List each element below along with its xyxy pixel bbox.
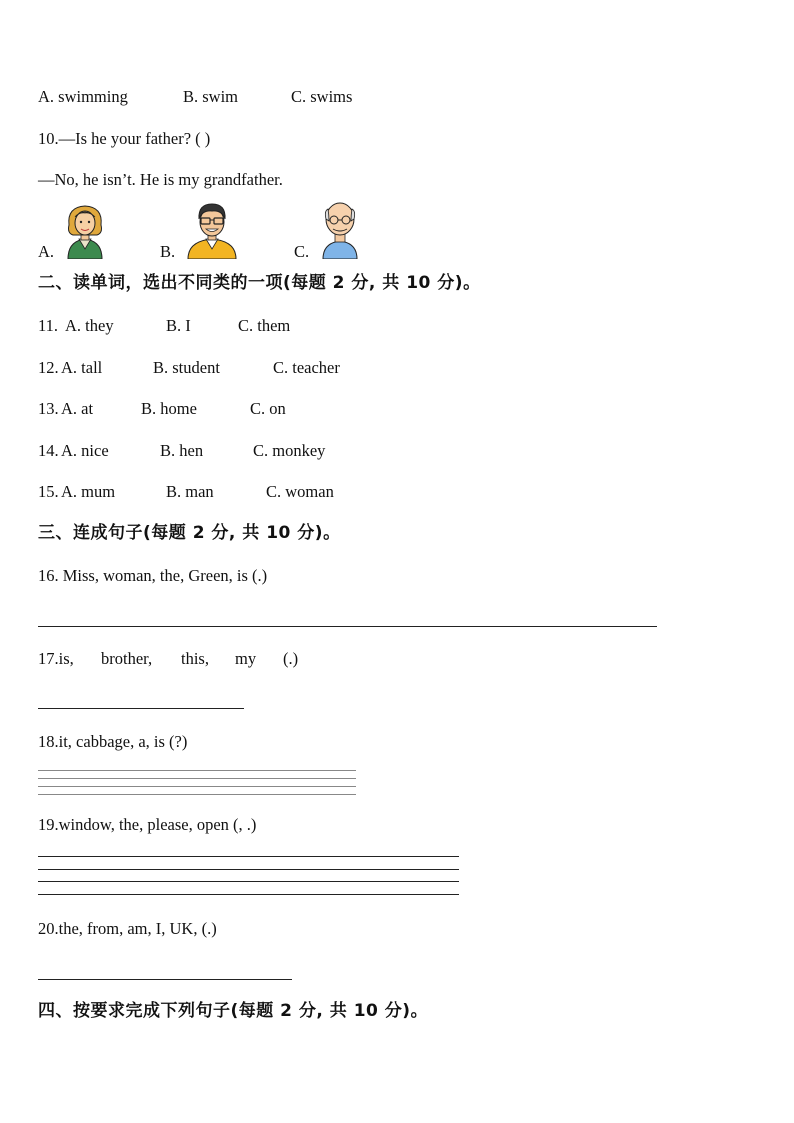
q10-option-b-label: B. — [160, 242, 176, 261]
q20-prompt: 20.the, from, am, I, UK, (.) — [38, 919, 217, 938]
q15-option-b: B. man — [166, 482, 214, 501]
q12-number: 12. — [38, 358, 59, 377]
section-2-heading: 二、读单词，选出不同类的一项(每题 2 分, 共 10 分)。 — [38, 273, 481, 293]
q13-option-b: B. home — [141, 399, 197, 418]
q13-number: 13. — [38, 399, 59, 418]
q11-number: 11. — [38, 316, 59, 335]
q12-option-b: B. student — [153, 358, 220, 377]
q13-option-a: A. at — [61, 399, 94, 418]
q15-option-a: A. mum — [61, 482, 116, 501]
man-with-glasses-portrait-icon — [184, 201, 240, 264]
q17-answer-line[interactable] — [38, 708, 244, 709]
q10-option-c-label: C. — [294, 242, 310, 261]
q17-word-3: my — [235, 649, 257, 668]
q19-prompt: 19.window, the, please, open (, .) — [38, 815, 257, 834]
q15-option-c: C. woman — [266, 482, 334, 501]
q11-option-b: B. I — [166, 316, 191, 335]
q18-answer-line-4[interactable] — [38, 794, 356, 795]
q14-option-b: B. hen — [160, 441, 204, 460]
q9-option-b: B. swim — [183, 87, 239, 106]
q12-option-c: C. teacher — [273, 358, 340, 377]
q19-answer-line-4[interactable] — [38, 894, 459, 895]
q18-answer-line-2[interactable] — [38, 778, 356, 779]
q19-answer-line-3[interactable] — [38, 881, 459, 882]
q18-prompt: 18.it, cabbage, a, is (?) — [38, 732, 188, 751]
q9-option-c: C. swims — [291, 87, 353, 106]
woman-portrait-icon — [62, 203, 108, 264]
grandfather-portrait-icon — [317, 199, 363, 264]
q10-answer: —No, he isn’t. He is my grandfather. — [38, 170, 283, 189]
q19-answer-line-2[interactable] — [38, 869, 459, 870]
q17-word-4: (.) — [283, 649, 299, 668]
q10-option-a-label: A. — [38, 242, 55, 261]
q17-number: 17.is, — [38, 649, 74, 668]
q17-word-2: this, — [181, 649, 209, 668]
q20-answer-line[interactable] — [38, 979, 292, 980]
q16-prompt: 16. Miss, woman, the, Green, is (.) — [38, 566, 268, 585]
q18-answer-line-1[interactable] — [38, 770, 356, 771]
q12-option-a: A. tall — [61, 358, 103, 377]
q14-option-c: C. monkey — [253, 441, 326, 460]
section-3-heading: 三、连成句子(每题 2 分, 共 10 分)。 — [38, 523, 341, 543]
section-4-heading: 四、按要求完成下列句子(每题 2 分, 共 10 分)。 — [38, 1001, 429, 1021]
q19-answer-line-1[interactable] — [38, 856, 459, 857]
q16-answer-line[interactable] — [38, 626, 657, 627]
q11-option-a: A. they — [65, 316, 114, 335]
q15-number: 15. — [38, 482, 59, 501]
q17-word-1: brother, — [101, 649, 153, 668]
q14-option-a: A. nice — [61, 441, 109, 460]
q11-option-c: C. them — [238, 316, 291, 335]
q9-option-a: A. swimming — [38, 87, 128, 106]
q10-question: 10.—Is he your father? ( ) — [38, 129, 211, 148]
q13-option-c: C. on — [250, 399, 286, 418]
q18-answer-line-3[interactable] — [38, 786, 356, 787]
q14-number: 14. — [38, 441, 59, 460]
